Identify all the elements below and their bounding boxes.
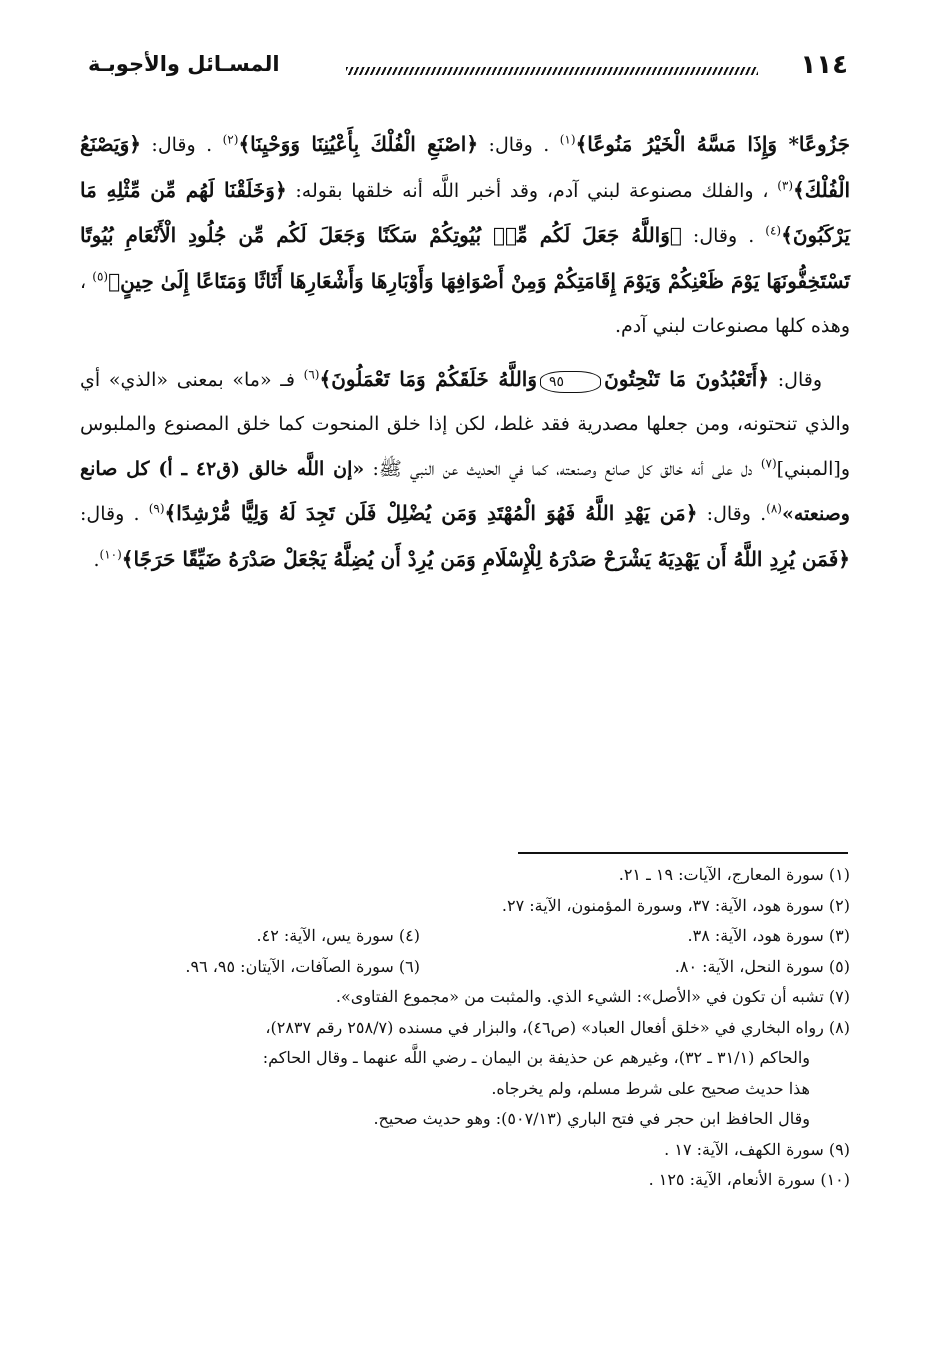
quran-verse: ﴿اصْنَعِ الْفُلْكَ بِأَعْيُنِنَا وَوَحْيِنَا﴾ [238,132,479,156]
text-run: . [93,548,100,571]
footnote-ref: (١) [559,132,576,147]
ayah-number-marker: ٩٥ [540,371,601,393]
text-run: . وقال: [697,503,767,525]
hadith-quote: «إن اللَّه خالق (ق٤٢ ـ أ) كل صانع وصنعته» [80,457,850,525]
text-run: . وقال: [80,503,149,525]
footnote-2: (٢) سورة هود، الآية: ٣٧، وسورة المؤمنون، الآية: ٢٧. [501,895,850,915]
footnotes [80,860,850,1196]
footnote-8-continued: هذا حديث صحيح على شرط مسلم، ولم يخرجاه. [491,1078,810,1098]
paragraph-2 [80,357,850,583]
text-run: دل على أنه خالق كل صانع وصنعته، كما في الحديث عن النبي ﷺ: [364,457,761,480]
text-run: فـ «ما» بمعنى «الذي» أي والذي تنحتونه، ومن جعلها مصدرية فقد غلط، لكن إذا خلق المنحوت كما خلق المصنوع والملبوس و[المبني] [80,368,850,480]
footnote-ref: (٦) [303,367,320,382]
text-run: ، والفلك مصنوعة لبني آدم، وقد أخبر اللَّه أنه خلقها بقوله: [286,179,778,202]
main-text [80,122,850,582]
header-ornament-rule [346,67,758,75]
footnote-ref: (٧) [760,456,777,471]
footnote-ref: (٨) [766,501,782,516]
text-run: وقال: [769,368,823,391]
footnote-7: (٧) تشبه أن تكون في «الأصل»: الشيء الذي. والمثبت من «مجموع الفتاوى». [335,987,850,1006]
quran-verse: ﴿وَاللَّهُ جَعَلَ لَكُم مِّنۢ بُيُوتِكُمْ سَكَنًا وَجَعَلَ لَكُم مِّن جُلُودِ الْأَنْعَامِ بُيُوتًا تَسْتَخِفُّونَهَا يَوْمَ ظَعْنِكُمْ وَيَوْمَ إِقَامَتِكُمْ وَمِنْ أَصْوَافِهَا وَأَوْبَارِهَا وَأَشْعَارِهَا أَثَاثًا وَمَتَاعًا إِلَىٰ حِينٍ﴾ [80,223,850,293]
footnote-ref: (٢) [222,132,239,147]
footnote-ref: (٤) [765,223,782,238]
quran-verse: جَزُوعًا* وَإِذَا مَسَّهُ الْخَيْرُ مَنُوعًا﴾ [575,132,850,156]
running-title: المسـائل والأجوبـة [88,52,280,76]
footnote-row [80,921,850,952]
footnote-1: (١) سورة المعارج، الآيات: ١٩ ـ ٢١. [618,865,850,884]
text-run: . وقال: [681,225,766,247]
paragraph-1 [80,122,850,349]
footnote-separator [518,852,848,854]
quran-verse: ﴿مَن يَهْدِ اللَّهُ فَهُوَ الْمُهْتَدِ وَمَن يُضْلِلْ فَلَن تَجِدَ لَهُ وَلِيًّا مُّرْشِدًا﴾ [164,501,698,525]
footnote-4: (٤) سورة يس، الآية: ٤٢. [256,926,420,945]
footnote-ref: (٩) [148,501,165,516]
footnote-row [80,952,850,983]
footnote-ref: (٥) [92,269,109,284]
quran-verse: ﴿أَتَعْبُدُونَ مَا تَنْحِتُونَ [604,366,770,391]
text-run: . وقال: [478,134,560,156]
text-run: ، وهذه كلها مصنوعات لبني آدم. [80,270,850,337]
footnote-6: (٦) سورة الصآفات، الآيتان: ٩٥، ٩٦. [185,956,420,976]
footnote-9: (٩) سورة الكهف، الآية: ١٧ . [664,1139,850,1159]
quran-verse: ﴿فَمَن يُرِدِ اللَّهُ أَن يَهْدِيَهُ يَشْرَحْ صَدْرَهُ لِلْإِسْلَامِ وَمَن يُرِدْ أَن يُضِلَّهُ يَجْعَلْ صَدْرَهُ ضَيِّقًا حَرَجًا﴾ [121,546,850,571]
page-number: ١١٤ [800,50,848,80]
footnote-ref: (١٠) [99,547,122,562]
footnote-5: (٥) سورة النحل، الآية: ٨٠. [674,956,850,976]
text-run: . وقال: [140,134,223,156]
footnote-8: (٨) رواه البخاري في «خلق أفعال العباد» (ص٤٦)، والبزار في مسنده (٢٥٨/٧ رقم ٢٨٣٧)، [265,1017,850,1037]
footnote-ref: (٣) [777,178,794,193]
footnote-3: (٣) سورة هود، الآية: ٣٨. [687,926,850,945]
page-header [88,48,848,88]
quran-verse: وَاللَّهُ خَلَقَكُمْ وَمَا تَعْمَلُونَ﴾ [319,366,538,391]
quran-verse: ﴿وَيَصْنَعُ الْفُلْكَ﴾ [80,132,850,202]
footnote-8-continued: والحاكم (٣١/١ ـ ٣٢)، وغيرهم عن حذيفة بن اليمان ـ رضي اللَّه عنهما ـ وقال الحاكم: [262,1048,810,1067]
footnote-8-continued: وقال الحافظ ابن حجر في فتح الباري (٥٠٧/١٣): وهو حديث صحيح. [373,1109,810,1128]
quran-verse: ﴿وَخَلَقْنَا لَهُم مِّن مِّثْلِهِ مَا يَرْكَبُونَ﴾ [80,177,850,247]
footnote-10: (١٠) سورة الأنعام، الآية: ١٢٥ . [648,1170,850,1189]
